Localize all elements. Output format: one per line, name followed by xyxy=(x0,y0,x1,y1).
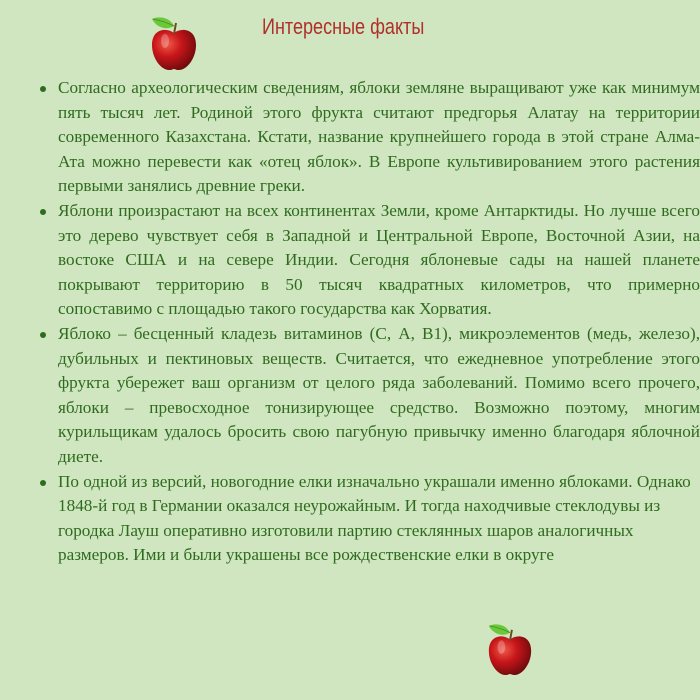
fact-item: Яблони произрастают на всех континентах Земли, кроме Антарктиды. Но лучше всего это дерево чувствует себя в Западной и Центральной Европе, Восточной Азии, на востоке США и на севере Индии. Сегодня яблоневые сады на нашей планете покрывают территорию в 50 тысяч квадратных километров, что примерно сопоставимо с площадью такого государства как Хорватия. xyxy=(34,199,700,322)
apple-icon xyxy=(485,619,535,679)
fact-item: Согласно археологическим сведениям, яблоки земляне выращивают уже как минимум пять тысяч лет. Родиной этого фрукта считают предгорья Алатау на территории современного Казахстана. Кстати, название крупнейшего города в этой стране Алма-Ата можно перевести как «отец яблок». В Европе культивированием этого растения первыми занялись древние греки. xyxy=(34,76,700,199)
page-title: Интересные факты xyxy=(262,14,425,39)
facts-list xyxy=(34,76,700,568)
fact-item: По одной из версий, новогодние елки изначально украшали именно яблоками. Однако 1848-й год в Германии оказался неурожайным. И тогда находчивые стеклодувы из городка Лауш оперативно изготовили партию стеклянных шаров аналогичных размеров. Ими и были украшены все рождественские елки в округе xyxy=(34,470,700,568)
apple-icon xyxy=(148,13,200,73)
fact-item: Яблоко – бесценный кладезь витаминов (С, А, В1), микроэлементов (медь, железо), дубильных и пектиновых веществ. Считается, что ежедневное употребление этого фрукта убережет ваш организм от целого ряда заболеваний. Помимо всего прочего, яблоки – превосходное тонизирующее средство. Возможно поэтому, многим курильщикам удалось бросить свою пагубную привычку именно благодаря яблочной диете. xyxy=(34,322,700,470)
